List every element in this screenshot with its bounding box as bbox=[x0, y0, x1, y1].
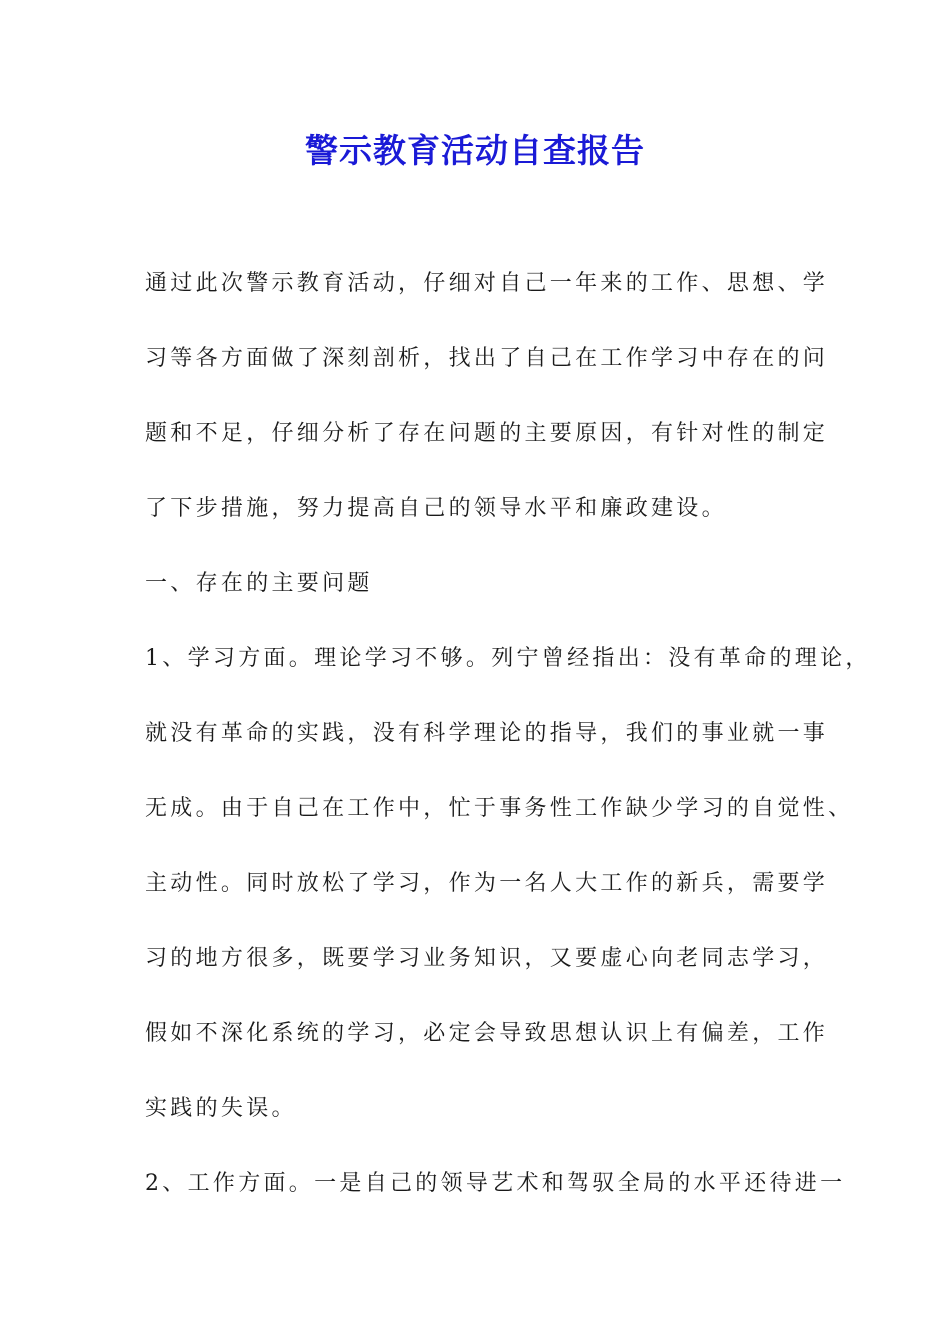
body-line: 习的地方很多，既要学习业务知识，又要虚心向老同志学习， bbox=[145, 946, 829, 971]
body-line: 通过此次警示教育活动，仔细对自己一年来的工作、思想、学 bbox=[145, 271, 829, 296]
document-title: 警示教育活动自查报告 bbox=[305, 131, 645, 170]
body-line: 题和不足，仔细分析了存在问题的主要原因，有针对性的制定 bbox=[145, 421, 829, 446]
body-line: 2、工作方面。一是自己的领导艺术和驾驭全局的水平还待进一 bbox=[145, 1171, 846, 1196]
body-line: 假如不深化系统的学习，必定会导致思想认识上有偏差，工作 bbox=[145, 1021, 829, 1046]
body-line: 习等各方面做了深刻剖析，找出了自己在工作学习中存在的问 bbox=[145, 346, 829, 371]
body-line: 主动性。同时放松了学习，作为一名人大工作的新兵，需要学 bbox=[145, 871, 829, 896]
body-line: 无成。由于自己在工作中，忙于事务性工作缺少学习的自觉性、 bbox=[145, 796, 854, 821]
section-heading: 一、存在的主要问题 bbox=[145, 571, 373, 596]
body-line: 实践的失误。 bbox=[145, 1096, 297, 1121]
body-line: 了下步措施，努力提高自己的领导水平和廉政建设。 bbox=[145, 496, 727, 521]
body-line: 1、学习方面。理论学习不够。列宁曾经指出：没有革命的理论， bbox=[145, 646, 871, 671]
body-line: 就没有革命的实践，没有科学理论的指导，我们的事业就一事 bbox=[145, 721, 829, 746]
